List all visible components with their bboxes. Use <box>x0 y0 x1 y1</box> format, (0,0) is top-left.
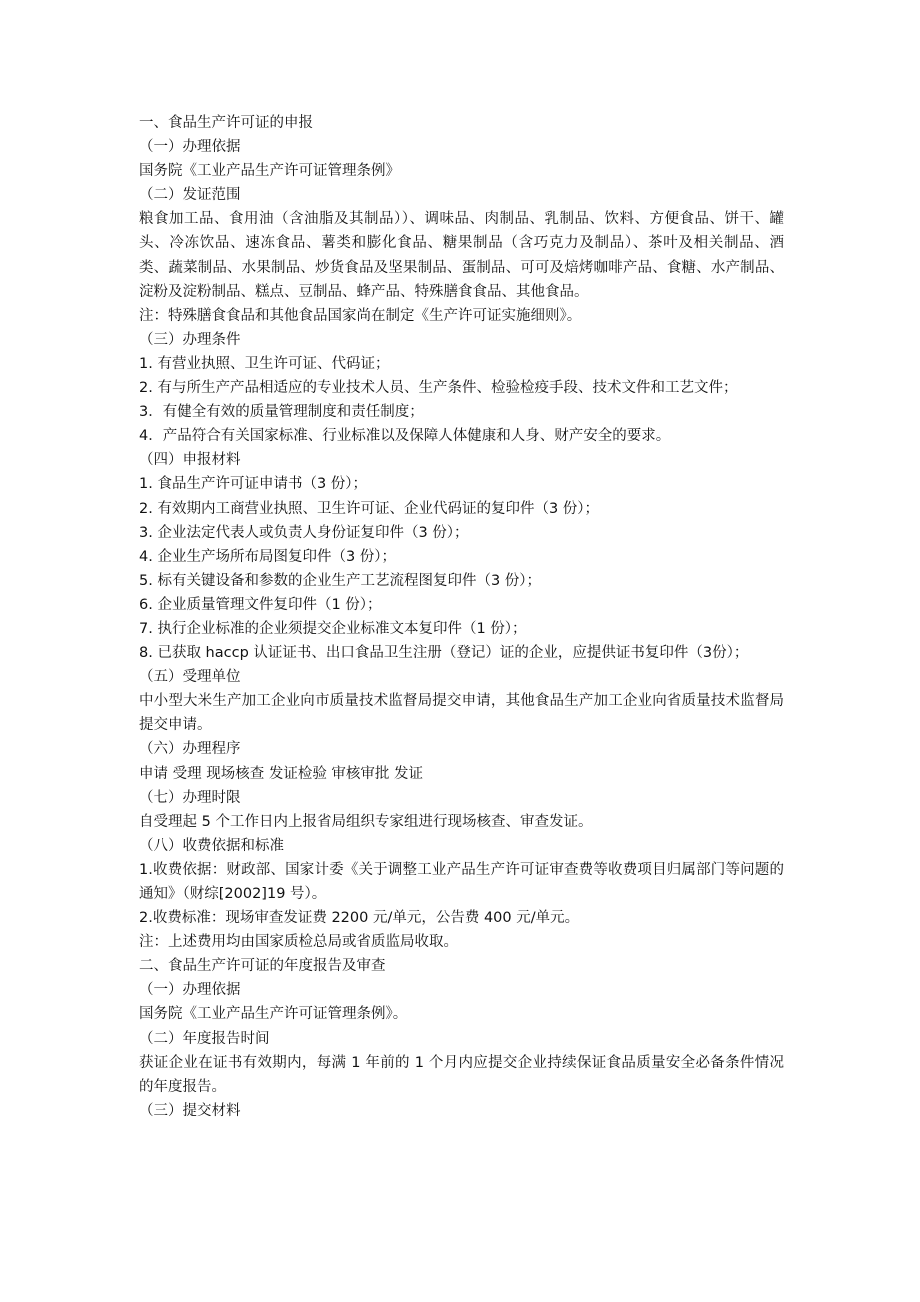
s2-time-text: 获证企业在证书有效期内，每满 1 年前的 1 个月内应提交企业持续保证食品质量安全必备条件情况的年度报告。 <box>139 1054 784 1095</box>
s2-basis-text: 国务院《工业产品生产许可证管理条例》。 <box>139 1006 408 1023</box>
material-item: 4. 企业生产场所布局图复印件（3 份）； <box>139 548 397 565</box>
material-item: 8. 已获取 haccp 认证证书、出口食品卫生注册（登记）证的企业，应提供证书复印件（3份）； <box>139 645 749 662</box>
condition-item: 1. 有营业执照、卫生许可证、代码证； <box>139 355 390 372</box>
material-item: 2. 有效期内工商营业执照、卫生许可证、企业代码证的复印件（3 份）； <box>139 500 600 517</box>
s1-time-heading: （七）办理时限 <box>139 789 241 806</box>
s1-fee-basis: 1.收费依据：财政部、国家计委《关于调整工业产品生产许可证审查费等收费项目归属部门等问题的通知》（财综[2002]19 号）。 <box>139 861 784 902</box>
s1-procedure-heading: （六）办理程序 <box>139 741 241 758</box>
condition-item: 4．产品符合有关国家标准、行业标准以及保障人体健康和人身、财产安全的要求。 <box>139 428 671 445</box>
condition-item: 3．有健全有效的质量管理制度和责任制度； <box>139 404 424 421</box>
condition-item: 2. 有与所生产产品相适应的专业技术人员、生产条件、检验检疫手段、技术文件和工艺文件； <box>139 380 738 397</box>
s1-conditions-heading: （三）办理条件 <box>139 331 241 348</box>
s1-fee-note: 注：上述费用均由国家质检总局或省质监局收取。 <box>139 934 458 951</box>
s1-fee-heading: （八）收费依据和标准 <box>139 837 284 854</box>
section-1-title: 一、食品生产许可证的申报 <box>139 115 313 131</box>
s1-procedure-text: 申请 受理 现场核查 发证检验 审核审批 发证 <box>139 765 424 782</box>
document-page <box>139 111 784 1123</box>
s2-time-heading: （二）年度报告时间 <box>139 1030 270 1047</box>
s1-time-text: 自受理起 5 个工作日内上报省局组织专家组进行现场核查、审查发证。 <box>139 813 593 830</box>
s1-unit-heading: （五）受理单位 <box>139 669 241 686</box>
s1-scope-note: 注：特殊膳食食品和其他食品国家尚在制定《生产许可证实施细则》。 <box>139 307 582 324</box>
s1-scope-heading: （二）发证范围 <box>139 187 241 204</box>
s1-fee-standard: 2.收费标准：现场审查发证费 2200 元/单元，公告费 400 元/单元。 <box>139 910 580 927</box>
material-item: 5. 标有关键设备和参数的企业生产工艺流程图复印件（3 份）； <box>139 572 542 589</box>
s1-unit-text: 中小型大米生产加工企业向市质量技术监督局提交申请，其他食品生产加工企业向省质量技术监督局提交申请。 <box>139 693 784 734</box>
section-2-title: 二、食品生产许可证的年度报告及审查 <box>139 958 386 975</box>
material-item: 1. 食品生产许可证申请书（3 份）； <box>139 476 368 493</box>
s2-materials-heading: （三）提交材料 <box>139 1102 241 1119</box>
material-item: 6. 企业质量管理文件复印件（1 份）； <box>139 596 382 613</box>
material-item: 7. 执行企业标准的企业须提交企业标准文本复印件（1 份）； <box>139 620 527 637</box>
s1-basis-text: 国务院《工业产品生产许可证管理条例》 <box>139 163 400 180</box>
s1-basis-heading: （一）办理依据 <box>139 139 241 156</box>
s1-scope-text: 粮食加工品、食用油（含油脂及其制品））、调味品、肉制品、乳制品、饮料、方便食品、饼干、罐头、冷冻饮品、速冻食品、薯类和膨化食品、糖果制品（含巧克力及制品）、茶叶及相关制品、酒类、蔬菜制品、水果制品、炒货食品及坚果制品、蛋制品、可可及焙烤咖啡产品、食糖、水产制品、淀粉及淀粉制品、糕点、豆制品、蜂产品、特殊膳食食品、其他食品。 <box>139 211 784 300</box>
s2-basis-heading: （一）办理依据 <box>139 982 241 999</box>
s1-materials-heading: （四）申报材料 <box>139 452 241 469</box>
material-item: 3. 企业法定代表人或负责人身份证复印件（3 份）； <box>139 524 469 541</box>
